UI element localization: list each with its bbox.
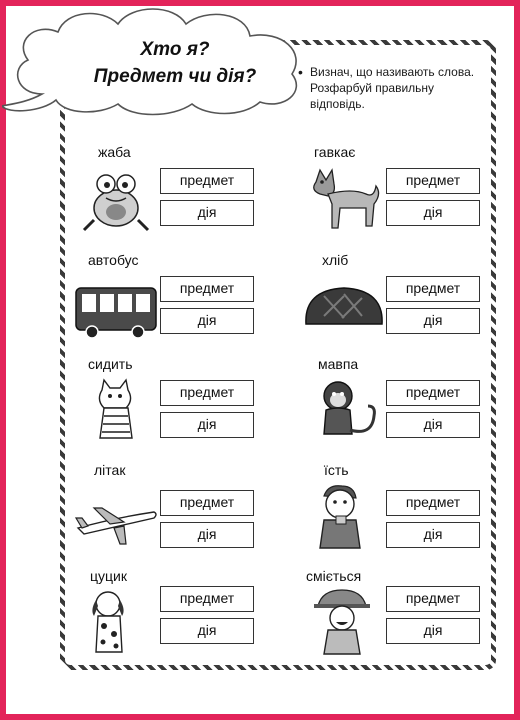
item-word: гавкає bbox=[314, 144, 356, 160]
monkey-icon bbox=[302, 376, 386, 446]
item-word: мавпа bbox=[318, 356, 359, 372]
noun-option[interactable]: предмет bbox=[160, 276, 254, 302]
noun-option[interactable]: предмет bbox=[160, 586, 254, 612]
instruction-text: Визнач, що називають слова. Розфарбуй правильну відповідь. bbox=[310, 65, 475, 111]
verb-option[interactable]: дія bbox=[160, 308, 254, 334]
item-word: хліб bbox=[322, 252, 349, 268]
verb-option[interactable]: дія bbox=[160, 522, 254, 548]
item-word: сміється bbox=[306, 568, 362, 584]
item-bus bbox=[74, 252, 284, 352]
sitting-kitten-icon bbox=[74, 376, 158, 446]
dalmatian-puppy-icon bbox=[74, 588, 158, 658]
item-puppy bbox=[74, 568, 284, 668]
noun-option[interactable]: предмет bbox=[160, 490, 254, 516]
item-word: сидить bbox=[88, 356, 133, 372]
verb-option[interactable]: дія bbox=[160, 618, 254, 644]
airplane-icon bbox=[74, 482, 158, 552]
noun-option[interactable]: предмет bbox=[386, 168, 480, 194]
item-bread bbox=[302, 252, 512, 352]
verb-option[interactable]: дія bbox=[160, 200, 254, 226]
worksheet-title bbox=[60, 36, 290, 90]
noun-option[interactable]: предмет bbox=[386, 490, 480, 516]
noun-option[interactable]: предмет bbox=[386, 276, 480, 302]
instruction bbox=[300, 64, 490, 112]
noun-option[interactable]: предмет bbox=[160, 380, 254, 406]
eating-boy-icon bbox=[302, 482, 386, 552]
item-word: їсть bbox=[324, 462, 349, 478]
item-word: автобус bbox=[88, 252, 139, 268]
bread-icon bbox=[302, 272, 386, 342]
bullet-icon: • bbox=[298, 64, 303, 80]
noun-option[interactable]: предмет bbox=[386, 586, 480, 612]
verb-option[interactable]: дія bbox=[160, 412, 254, 438]
item-sits bbox=[74, 356, 284, 456]
item-word: цуцик bbox=[90, 568, 127, 584]
item-monkey bbox=[302, 356, 512, 456]
frog-icon bbox=[74, 164, 158, 234]
laughing-girl-icon bbox=[302, 588, 386, 658]
title-line-2: Предмет чи дія? bbox=[93, 66, 257, 87]
item-airplane bbox=[74, 462, 284, 562]
item-eats bbox=[302, 462, 512, 562]
verb-option[interactable]: дія bbox=[386, 200, 480, 226]
husky-dog-icon bbox=[302, 164, 386, 234]
noun-option[interactable]: предмет bbox=[386, 380, 480, 406]
title-line-1: Хто я? bbox=[140, 39, 210, 60]
bus-icon bbox=[74, 272, 158, 342]
item-barks bbox=[302, 144, 512, 244]
item-frog bbox=[74, 144, 284, 244]
verb-option[interactable]: дія bbox=[386, 308, 480, 334]
item-word: жаба bbox=[98, 144, 131, 160]
verb-option[interactable]: дія bbox=[386, 412, 480, 438]
item-laughs bbox=[302, 568, 512, 668]
verb-option[interactable]: дія bbox=[386, 522, 480, 548]
item-word: літак bbox=[94, 462, 126, 478]
verb-option[interactable]: дія bbox=[386, 618, 480, 644]
noun-option[interactable]: предмет bbox=[160, 168, 254, 194]
